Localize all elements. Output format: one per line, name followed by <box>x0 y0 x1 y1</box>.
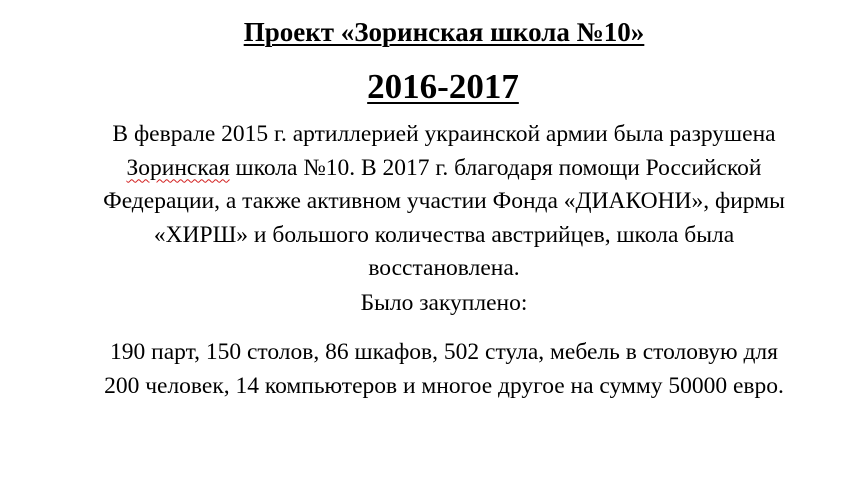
purchased-heading: Было закуплено: <box>360 290 528 316</box>
paragraph-line: Федерации, а также активном участии Фонда «ДИАКОНИ», фирмы <box>103 188 785 214</box>
spellcheck-underlined-word: Зоринская <box>126 154 230 181</box>
paragraph-line: В феврале 2015 г. артиллерией украинской армии была разрушена <box>112 121 776 147</box>
document-title: Проект «Зоринская школа №10» <box>243 17 645 47</box>
paragraph-line: восстановлена. <box>368 255 520 281</box>
paragraph-line-text: школа №10. В 2017 г. благодаря помощи Российской <box>229 154 762 181</box>
document-year: 2016-2017 <box>367 67 519 106</box>
paragraph-destruction-restoration <box>0 118 868 286</box>
paragraph-line: «ХИРШ» и большого количества австрийцев, школа была <box>153 221 735 248</box>
paragraph-purchases <box>0 336 868 403</box>
paragraph-line <box>0 152 868 186</box>
paragraph-line: 190 парт, 150 столов, 86 шкафов, 502 стула, мебель в столовую для <box>110 339 778 365</box>
paragraph-line: 200 человек, 14 компьютеров и многое другое на сумму 50000 евро. <box>104 372 784 399</box>
